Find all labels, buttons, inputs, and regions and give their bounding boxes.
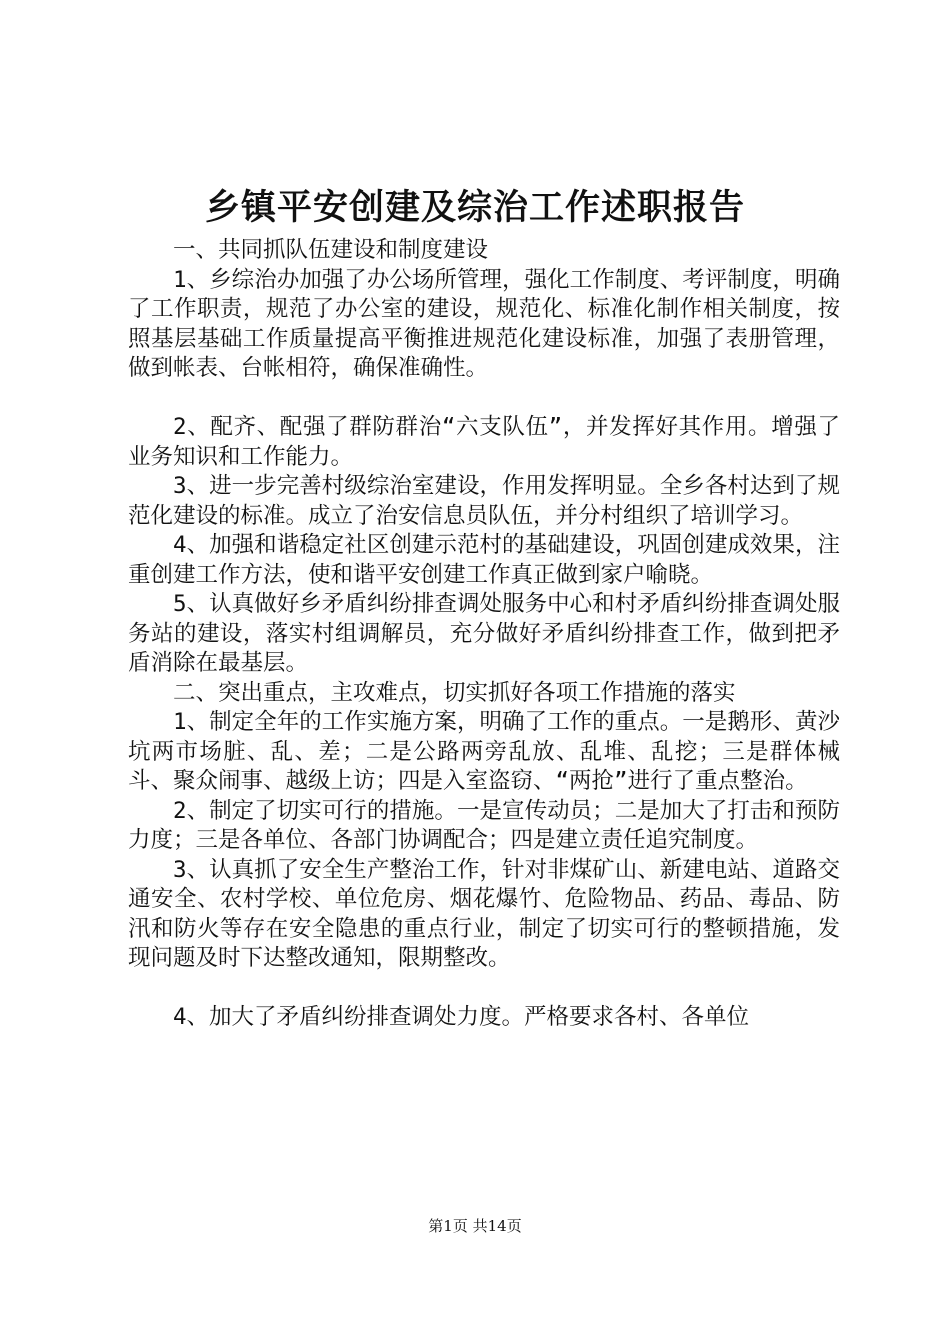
- paragraph-2-2: 2、制定了切实可行的措施。一是宣传动员；二是加大了打击和预防力度；三是各单位、各部门协调配合；四是建立责任追究制度。: [128, 797, 840, 853]
- document-title: 乡镇平安创建及综治工作述职报告: [204, 187, 745, 228]
- paragraph-1-2: 2、配齐、配强了群防群治“六支队伍”，并发挥好其作用。增强了业务知识和工作能力。: [128, 414, 840, 470]
- paragraph-1-3: 3、进一步完善村级综治室建设，作用发挥明显。全乡各村达到了规范化建设的标准。成立了治安信息员队伍，并分村组织了培训学习。: [128, 473, 840, 529]
- paragraph-1-1: 1、乡综治办加强了办公场所管理，强化工作制度、考评制度，明确了工作职责，规范了办公室的建设，规范化、标准化制作相关制度，按照基层基础工作质量提高平衡推进规范化建设标准，加强了表册管理，做到帐表、台帐相符，确保准确性。: [128, 266, 840, 381]
- paragraph-2-1: 1、制定全年的工作实施方案，明确了工作的重点。一是鹅形、黄沙坑两市场脏、乱、差；二是公路两旁乱放、乱堆、乱挖；三是群体械斗、聚众闹事、越级上访；四是入室盗窃、“两抢”进行了重点整治。: [128, 709, 840, 794]
- section-heading-2: 二、突出重点，主攻难点，切实抓好各项工作措施的落实: [173, 679, 736, 706]
- document-body: [128, 236, 840, 1033]
- paragraph-2-3: 3、认真抓了安全生产整治工作，针对非煤矿山、新建电站、道路交通安全、农村学校、单位危房、烟花爆竹、危险物品、药品、毒品、防汛和防火等存在安全隐患的重点行业，制定了切实可行的整顿措施，发现问题及时下达整改通知，限期整改。: [128, 856, 840, 971]
- paragraph-1-4: 4、加强和谐稳定社区创建示范村的基础建设，巩固创建成效果，注重创建工作方法，使和谐平安创建工作真正做到家户喻晓。: [128, 532, 840, 588]
- page-number-footer: 第1页 共14页: [428, 1217, 522, 1235]
- paragraph-2-4: 4、加大了矛盾纠纷排查调处力度。严格要求各村、各单位: [173, 1004, 750, 1030]
- section-heading-1: 一、共同抓队伍建设和制度建设: [173, 237, 489, 263]
- paragraph-1-5: 5、认真做好乡矛盾纠纷排查调处服务中心和村矛盾纠纷排查调处服务站的建设，落实村组调解员，充分做好矛盾纠纷排查工作，做到把矛盾消除在最基层。: [128, 591, 840, 676]
